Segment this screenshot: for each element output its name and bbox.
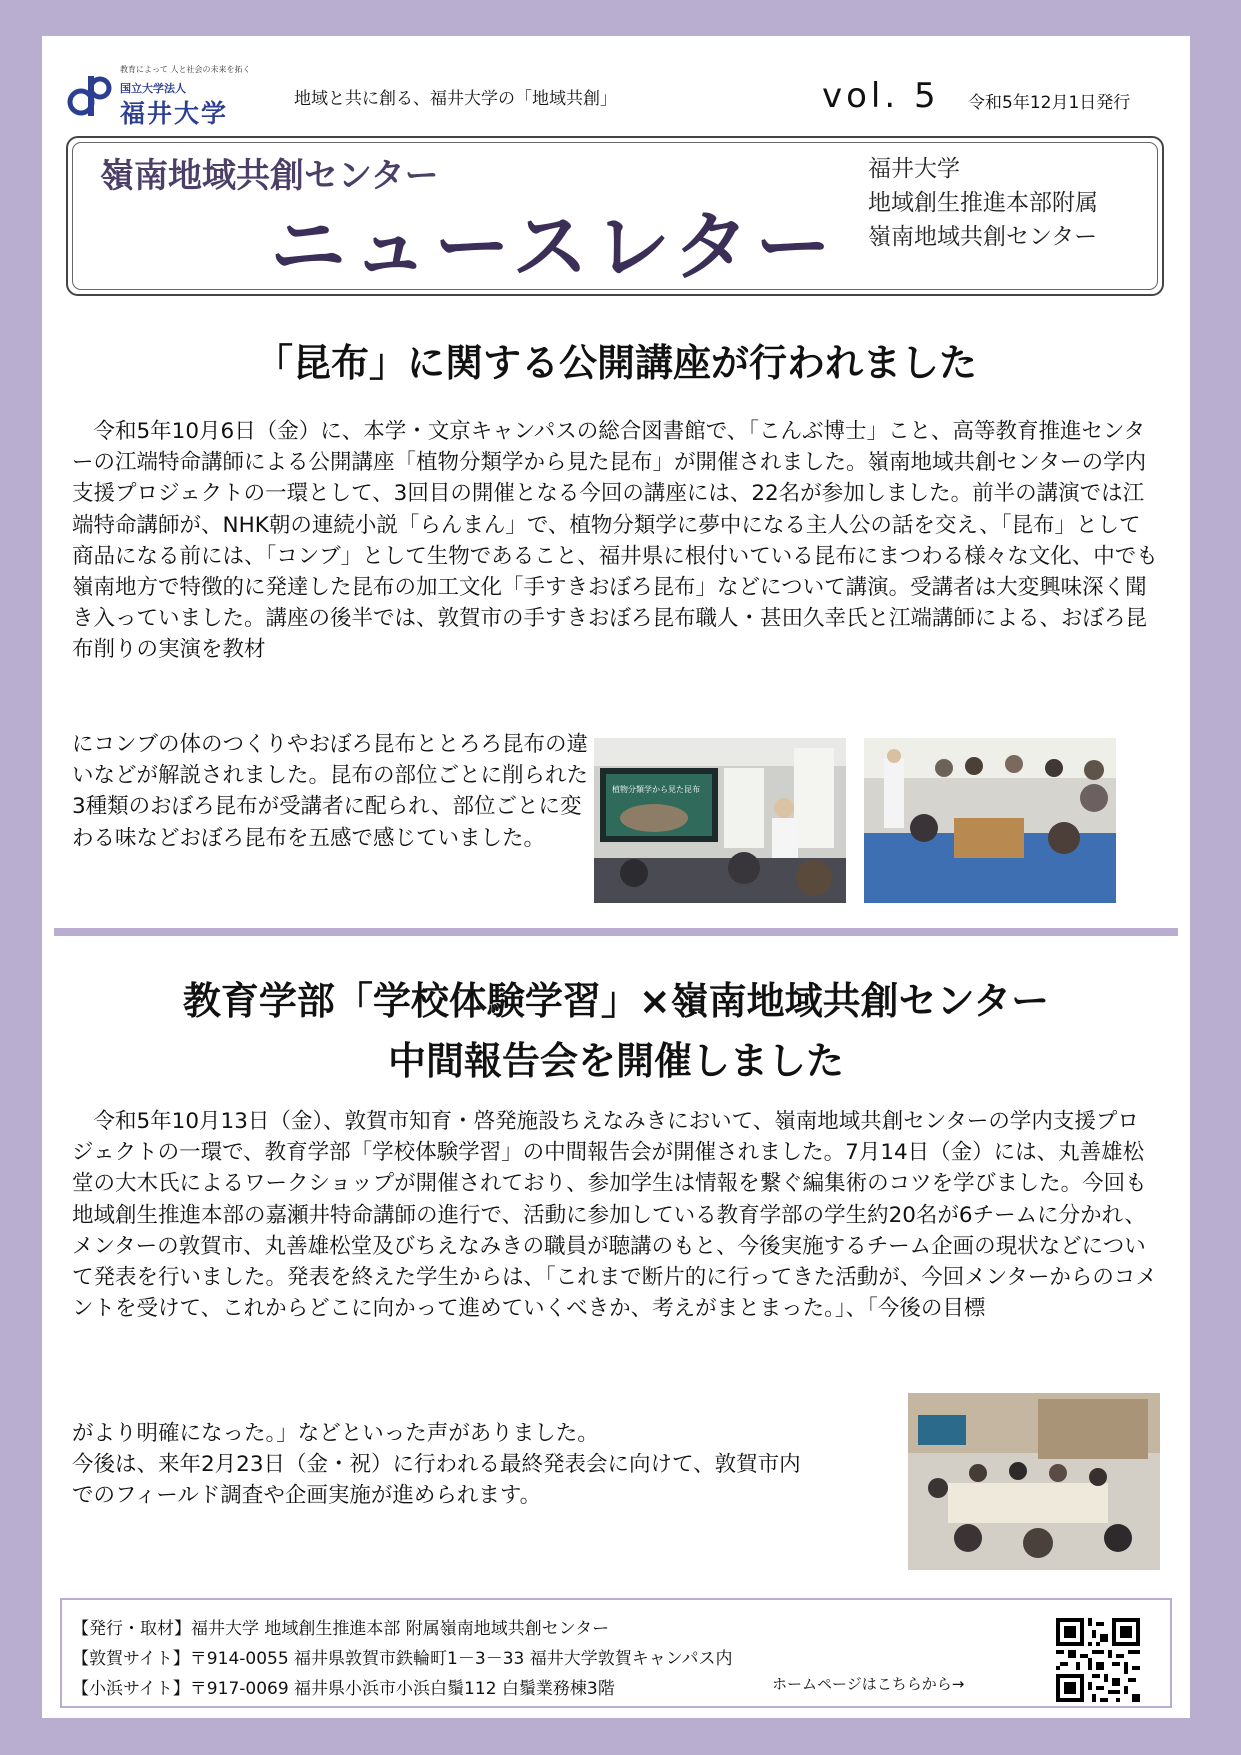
volume-number: vol. 5 <box>822 76 940 116</box>
fukui-university-logo-icon <box>64 72 112 120</box>
org-line: 地域創生推進本部附属 <box>868 190 1098 216</box>
article1-body: 令和5年10月6日（金）に、本学・文京キャンパスの総合図書館で、「こんぶ博士」こと、高等教育推進センターの江端特命講師による公開講座「植物分類学から見た昆布」が開催されました。嶺南地域共創センターの学内支援プロジェクトの一環として、3回目の開催となる今回の講座には、22名が参加しました。前半の講演では江端特命講師が、NHK朝の連続小説「らんまん」で、植物分類学に夢中になる主人公の話を交え、「昆布」として商品になる前には、「コンブ」として生物であること、福井県に根付いている昆布にまつわる様々な文化、中でも嶺南地方で特徴的に発達した昆布の加工文化「手すきおぼろ昆布」などについて講演。受講者は大変興味深く聞き入っていました。講座の後半では、敦賀市の手すきおぼろ昆布職人・甚田久幸氏と江端講師による、おぼろ昆布削りの実演を教材 <box>72 419 1158 663</box>
footer-obama-site: 【小浜サイト】〒917-0069 福井県小浜市小浜白鬚112 白鬚業務棟3階 <box>72 1679 615 1699</box>
center-name: 嶺南地域共創センター <box>100 156 439 196</box>
section-divider <box>54 928 1178 936</box>
lecture-photo <box>594 738 846 903</box>
logo-tagline: 教育によって 人と社会の未来を拓く <box>120 65 251 74</box>
issue-date: 令和5年12月1日発行 <box>968 93 1131 113</box>
logo-university-name: 福井大学 <box>120 99 229 128</box>
article2-body: 令和5年10月13日（金）、敦賀市知育・啓発施設ちえなみきにおいて、嶺南地域共創センターの学内支援プロジェクトの一環で、教育学部「学校体験学習」の中間報告会が開催されました。7月14日（金）には、丸善雄松堂の大木氏によるワークショップが開催されており、参加学生は情報を繋ぐ編集術のコツを学びました。今回も地域創生推進本部の嘉瀬井特命講師の進行で、活動に参加している教育学部の学生約20名が6チームに分かれ、メンターの敦賀市、丸善雄松堂及びちえなみきの職員が聴講のもと、今後実施するチーム企画の現状などについて発表を行いました。発表を終えた学生からは、「これまで断片的に行ってきた活動が、今回メンターからのコメントを受けて、これからどこに向かって進めていくべきか、考えがまとまった。」、「今後の目標 <box>72 1109 1157 1322</box>
qr-code-icon[interactable] <box>1056 1618 1140 1702</box>
newsletter-page <box>42 36 1190 1718</box>
article2-body-continued: がより明確になった。」などといった声がありました。 今後は、来年2月23日（金・祝）に行われる最終発表会に向けて、敦賀市内でのフィールド調査や企画実施が進められます。 <box>72 1421 801 1509</box>
article1-body-continued: にコンブの体のつくりやおぼろ昆布ととろろ昆布の違いなどが解説されました。昆布の部位ごとに削られた3種類のおぼろ昆布が受講者に配られ、部位ごとに変わる味などおぼろ昆布を五感で感じていました。 <box>72 732 589 851</box>
header-tagline: 地域と共に創る、福井大学の「地域共創」 <box>294 89 617 109</box>
homepage-label: ホームページはこちらから→ <box>772 1675 965 1693</box>
slide-title: 植物分類学から見た昆布 <box>612 785 700 794</box>
article2-headline-line: 教育学部「学校体験学習」×嶺南地域共創センター <box>182 979 1050 1023</box>
org-line: 嶺南地域共創センター <box>868 224 1098 250</box>
demonstration-photo <box>864 738 1116 903</box>
article1-headline: 「昆布」に関する公開講座が行われました <box>254 341 977 385</box>
report-meeting-photo <box>908 1393 1160 1570</box>
footer-box <box>60 1598 1172 1708</box>
article2-headline-line: 中間報告会を開催しました <box>387 1039 844 1083</box>
footer-publisher: 【発行・取材】福井大学 地域創生推進本部 附属嶺南地域共創センター <box>72 1619 610 1639</box>
university-logo <box>64 58 264 128</box>
footer-tsuruga-site: 【敦賀サイト】〒914-0055 福井県敦賀市鉄輪町1－3－33 福井大学敦賀キャンパス内 <box>72 1649 733 1669</box>
organization-block <box>868 152 1098 254</box>
org-line: 福井大学 <box>868 156 960 182</box>
article2-headline <box>42 971 1190 1091</box>
newsletter-title: ニュースレター <box>270 202 838 291</box>
logo-corporation: 国立大学法人 <box>120 82 186 95</box>
